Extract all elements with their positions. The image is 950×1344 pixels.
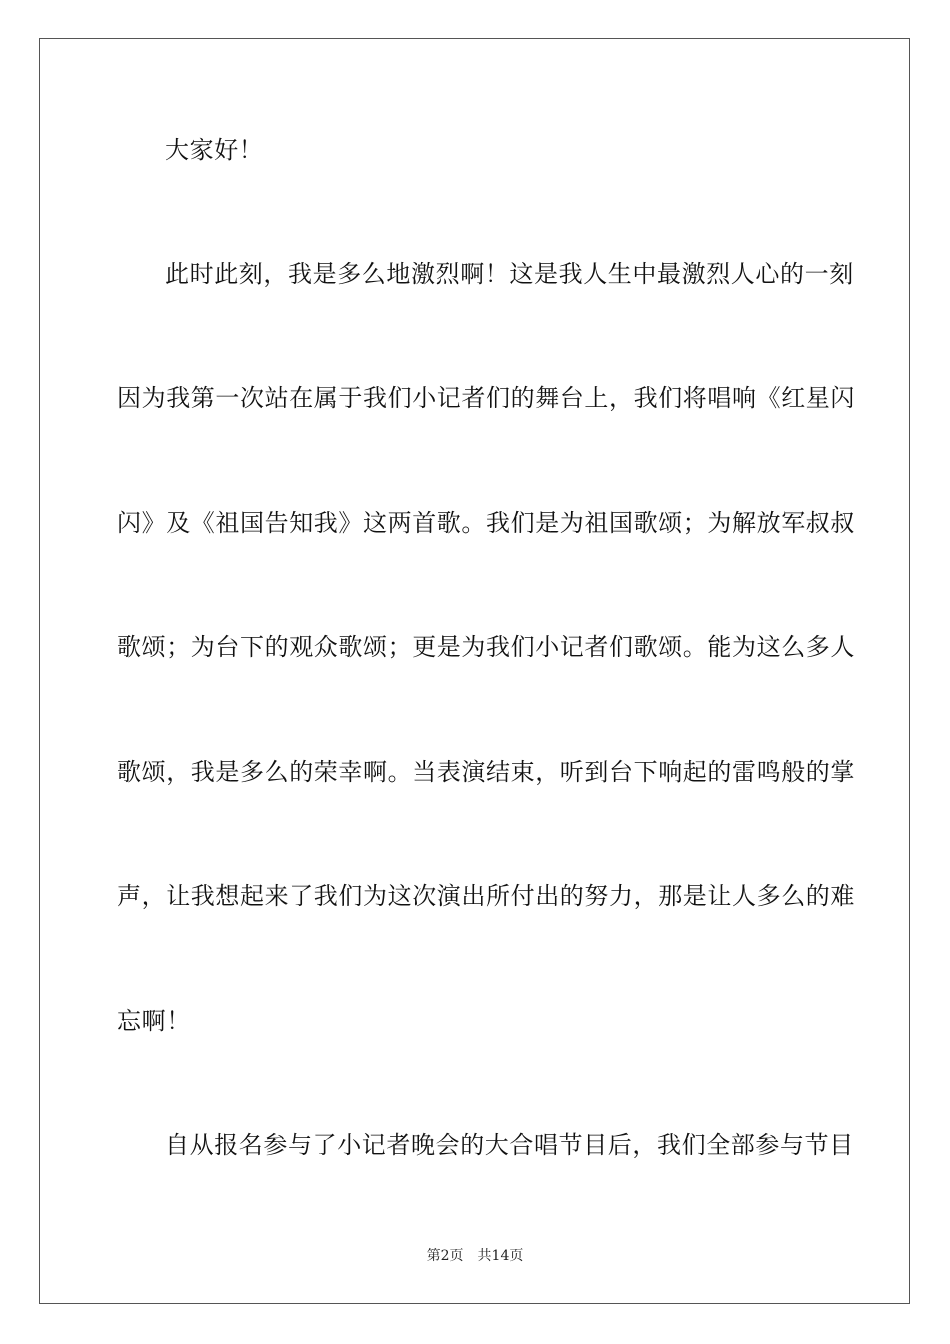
page-total: 共14页: [477, 1248, 524, 1264]
greeting-line: 大家好！: [165, 136, 264, 164]
page-number: 第2页: [426, 1248, 464, 1264]
paragraph-line: 自从报名参与了小记者晚会的大合唱节目后，我们全部参与节目: [165, 1131, 854, 1159]
paragraph-line: 歌颂，我是多么的荣幸啊。当表演结束，听到台下响起的雷鸣般的掌: [117, 758, 855, 786]
paragraph-line: 此时此刻，我是多么地激烈啊！这是我人生中最激烈人心的一刻: [165, 260, 854, 288]
paragraph-line: 歌颂；为台下的观众歌颂；更是为我们小记者们歌颂。能为这么多人: [117, 633, 855, 661]
page-frame: [39, 38, 910, 1304]
paragraph-line: 因为我第一次站在属于我们小记者们的舞台上，我们将唱响《红星闪: [117, 384, 855, 412]
paragraph-line: 声，让我想起来了我们为这次演出所付出的努力，那是让人多么的难: [117, 882, 855, 910]
paragraph-line: 忘啊！: [117, 1007, 191, 1035]
paragraph-line: 闪》及《祖国告知我》这两首歌。我们是为祖国歌颂；为解放军叔叔: [117, 509, 855, 537]
page-footer: [0, 1247, 950, 1265]
